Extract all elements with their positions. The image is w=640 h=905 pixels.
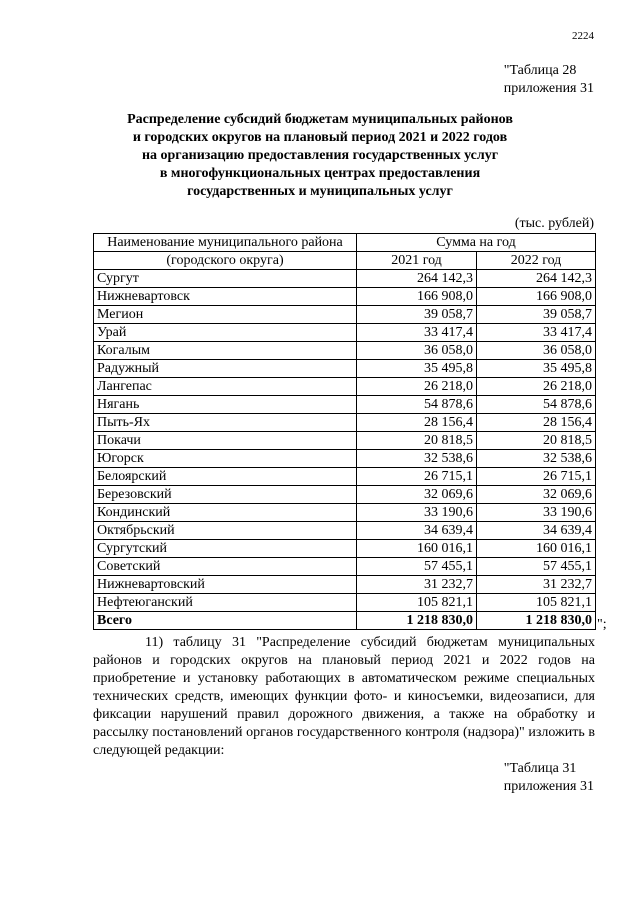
value-2022-cell: 20 818,5: [477, 432, 596, 450]
value-2022-cell: 264 142,3: [477, 270, 596, 288]
district-name-cell: Югорск: [94, 450, 357, 468]
value-2022-cell: 57 455,1: [477, 558, 596, 576]
table-row: [94, 360, 596, 378]
value-2021-cell: 105 821,1: [357, 594, 477, 612]
district-name-cell: Нижневартовский: [94, 576, 357, 594]
caption-line-appendix: приложения 31: [503, 81, 594, 96]
value-2022-cell: 34 639,4: [477, 522, 596, 540]
closing-quote-mark: ";: [597, 617, 607, 632]
district-name-cell: Сургут: [94, 270, 357, 288]
value-2022-cell: 32 538,6: [477, 450, 596, 468]
table-row: [94, 432, 596, 450]
title-line: на организацию предоставления государственных услуг: [141, 148, 499, 163]
table-row: [94, 558, 596, 576]
value-2022-cell: 36 058,0: [477, 342, 596, 360]
header-year-2022: 2022 год: [477, 252, 596, 270]
value-2022-cell: 160 016,1: [477, 540, 596, 558]
district-name-cell: Нягань: [94, 396, 357, 414]
title-line: Распределение субсидий бюджетам муниципальных районов: [127, 112, 513, 127]
district-name-cell: Нефтеюганский: [94, 594, 357, 612]
units-label: (тыс. рублей): [514, 216, 594, 231]
value-2022-cell: 54 878,6: [477, 396, 596, 414]
value-2022-cell: 39 058,7: [477, 306, 596, 324]
table-row: [94, 270, 596, 288]
table-row: [94, 504, 596, 522]
value-2021-cell: 35 495,8: [357, 360, 477, 378]
value-2021-cell: 26 218,0: [357, 378, 477, 396]
value-2022-cell: 35 495,8: [477, 360, 596, 378]
header-name-line2: (городского округа): [94, 252, 357, 270]
value-2022-cell: 28 156,4: [477, 414, 596, 432]
caption-line-appendix: приложения 31: [503, 779, 594, 794]
district-name-cell: Пыть-Ях: [94, 414, 357, 432]
value-2022-cell: 33 190,6: [477, 504, 596, 522]
value-2021-cell: 166 908,0: [357, 288, 477, 306]
table-row: [94, 540, 596, 558]
table-row: [94, 324, 596, 342]
district-name-cell: Белоярский: [94, 468, 357, 486]
table-row: [94, 522, 596, 540]
value-2021-cell: 32 538,6: [357, 450, 477, 468]
district-name-cell: Всего: [94, 612, 357, 630]
district-name-cell: Кондинский: [94, 504, 357, 522]
table-row: [94, 378, 596, 396]
value-2022-cell: 31 232,7: [477, 576, 596, 594]
value-2021-cell: 34 639,4: [357, 522, 477, 540]
title-line: в многофункциональных центрах предоставления: [159, 166, 481, 181]
table-row: [94, 288, 596, 306]
value-2022-cell: 26 218,0: [477, 378, 596, 396]
table-caption-top: [504, 62, 594, 98]
value-2021-cell: 160 016,1: [357, 540, 477, 558]
value-2021-cell: 26 715,1: [357, 468, 477, 486]
table-row: [94, 342, 596, 360]
table-row: [94, 450, 596, 468]
value-2022-cell: 1 218 830,0: [477, 612, 596, 630]
table-row: [94, 486, 596, 504]
table-caption-bottom: [504, 760, 594, 796]
value-2021-cell: 20 818,5: [357, 432, 477, 450]
amendment-paragraph: 11) таблицу 31 "Распределение субсидий бюджетам муниципальных районов и городских округов на плановый период 2021 и 2022 годов на приобретение и установку работающих в автоматическом режиме специальных технических средств, имеющих функции фото- и киносъемки, видеозаписи, для фиксации нарушений правил дорожного движения, а также на обработку и рассылку постановлений органов государственного контроля (надзора)" изложить в следующей редакции:: [93, 635, 595, 758]
value-2022-cell: 166 908,0: [477, 288, 596, 306]
value-2021-cell: 33 417,4: [357, 324, 477, 342]
table-row: [94, 594, 596, 612]
caption-line-table: "Таблица 28: [503, 63, 577, 78]
table-row: [94, 468, 596, 486]
district-name-cell: Покачи: [94, 432, 357, 450]
value-2022-cell: 105 821,1: [477, 594, 596, 612]
district-name-cell: Когалым: [94, 342, 357, 360]
district-name-cell: Советский: [94, 558, 357, 576]
district-name-cell: Нижневартовск: [94, 288, 357, 306]
value-2021-cell: 28 156,4: [357, 414, 477, 432]
district-name-cell: Березовский: [94, 486, 357, 504]
district-name-cell: Октябрьский: [94, 522, 357, 540]
header-name-line1: Наименование муниципального района: [94, 234, 357, 252]
district-name-cell: Радужный: [94, 360, 357, 378]
district-name-cell: Урай: [94, 324, 357, 342]
value-2021-cell: 36 058,0: [357, 342, 477, 360]
value-2021-cell: 1 218 830,0: [357, 612, 477, 630]
total-row: [94, 612, 596, 630]
district-name-cell: Лангепас: [94, 378, 357, 396]
table-row: [94, 576, 596, 594]
table-row: [94, 306, 596, 324]
value-2022-cell: 26 715,1: [477, 468, 596, 486]
value-2021-cell: 264 142,3: [357, 270, 477, 288]
header-year-2021: 2021 год: [357, 252, 477, 270]
value-2022-cell: 33 417,4: [477, 324, 596, 342]
caption-line-table: "Таблица 31: [503, 761, 577, 776]
district-name-cell: Сургутский: [94, 540, 357, 558]
title-line: и городских округов на плановый период 2021 и 2022 годов: [132, 130, 508, 145]
page-number: 2224: [572, 30, 594, 42]
value-2021-cell: 32 069,6: [357, 486, 477, 504]
title-line: государственных и муниципальных услуг: [187, 184, 453, 199]
value-2021-cell: 39 058,7: [357, 306, 477, 324]
value-2021-cell: 31 232,7: [357, 576, 477, 594]
subsidy-table: [93, 233, 596, 630]
header-sum: Сумма на год: [357, 234, 596, 252]
value-2021-cell: 57 455,1: [357, 558, 477, 576]
document-title: [95, 111, 545, 201]
district-name-cell: Мегион: [94, 306, 357, 324]
table-row: [94, 414, 596, 432]
value-2021-cell: 54 878,6: [357, 396, 477, 414]
table-row: [94, 396, 596, 414]
value-2021-cell: 33 190,6: [357, 504, 477, 522]
value-2022-cell: 32 069,6: [477, 486, 596, 504]
